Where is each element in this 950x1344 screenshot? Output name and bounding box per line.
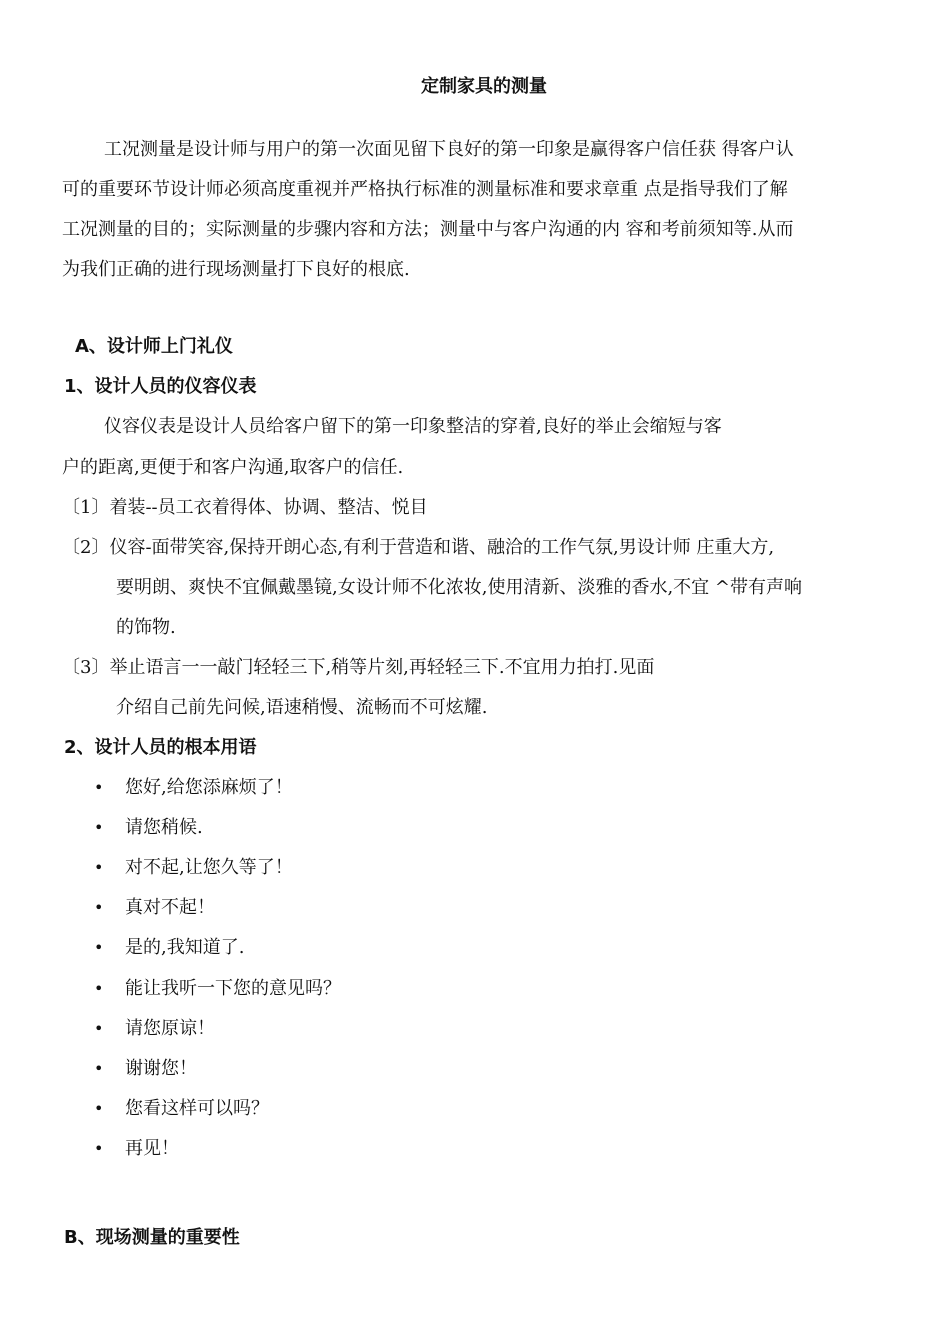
phrase-text: 请您稍候.	[125, 817, 203, 838]
appearance-item-line-1: 〔2〕仪容-面带笑容,保持开朗心态,有利于营造和谐、融洽的工作气氛,男设计师 庄重大方,	[62, 537, 775, 558]
intro-line-3: 工况测量的目的；实际测量的步骤内容和方法；测量中与客户沟通的内 容和考前须知等.从而	[62, 219, 794, 240]
bullet-icon: •	[94, 1139, 104, 1158]
phrase-text: 是的,我知道了.	[125, 937, 245, 958]
bullet-icon: •	[94, 858, 104, 877]
bullet-icon: •	[94, 778, 104, 797]
bullet-icon: •	[94, 1059, 104, 1078]
phrase-text: 您看这样可以吗？	[125, 1098, 269, 1119]
appearance-body-line-2: 户的距离,更便于和客户沟通,取客户的信任.	[62, 457, 404, 478]
section-b-heading: B、现场测量的重要性	[64, 1227, 240, 1248]
phrase-text: 能让我听一下您的意见吗？	[125, 978, 341, 999]
phrase-text: 对不起,让您久等了！	[125, 857, 293, 878]
bullet-icon: •	[94, 938, 104, 957]
bullet-icon: •	[94, 1099, 104, 1118]
section-a-heading: A、设计师上门礼仪	[75, 336, 233, 357]
manner-item-line-1: 〔3〕举止语言一一敲门轻轻三下,稍等片刻,再轻轻三下.不宜用力拍打.见面	[62, 657, 655, 678]
phrase-text: 请您原谅！	[125, 1018, 215, 1039]
bullet-icon: •	[94, 818, 104, 837]
bullet-icon: •	[94, 1019, 104, 1038]
bullet-icon: •	[94, 979, 104, 998]
intro-line-4: 为我们正确的进行现场测量打下良好的根底.	[62, 259, 410, 280]
intro-line-2: 可的重要环节设计师必须高度重视并严格执行标准的测量标准和要求章重 点是指导我们了解	[62, 179, 788, 200]
bullet-icon: •	[94, 898, 104, 917]
appearance-body-line-1: 仪容仪表是设计人员给客户留下的第一印象整洁的穿着,良好的举止会缩短与客	[104, 416, 722, 437]
phrase-text: 谢谢您！	[125, 1058, 197, 1079]
phrase-text: 真对不起！	[125, 897, 215, 918]
appearance-item-line-3: 的饰物.	[116, 617, 176, 638]
phrase-text: 再见！	[125, 1138, 179, 1159]
section-a2-heading: 2、设计人员的根本用语	[64, 737, 257, 758]
intro-line-1: 工况测量是设计师与用户的第一次面见留下良好的第一印象是赢得客户信任获 得客户认	[104, 139, 794, 160]
document-title: 定制家具的测量	[421, 76, 547, 97]
manner-item-line-2: 介绍自己前先问候,语速稍慢、流畅而不可炫耀.	[116, 697, 488, 718]
section-a1-heading: 1、设计人员的仪容仪表	[64, 376, 257, 397]
dress-item: 〔1〕着装--员工衣着得体、协调、整洁、悦目	[62, 497, 428, 518]
phrase-text: 您好,给您添麻烦了！	[125, 777, 293, 798]
appearance-item-line-2: 要明朗、爽快不宜佩戴墨镜,女设计师不化浓妆,使用清新、淡雅的香水,不宜 ^带有声响	[116, 577, 802, 598]
